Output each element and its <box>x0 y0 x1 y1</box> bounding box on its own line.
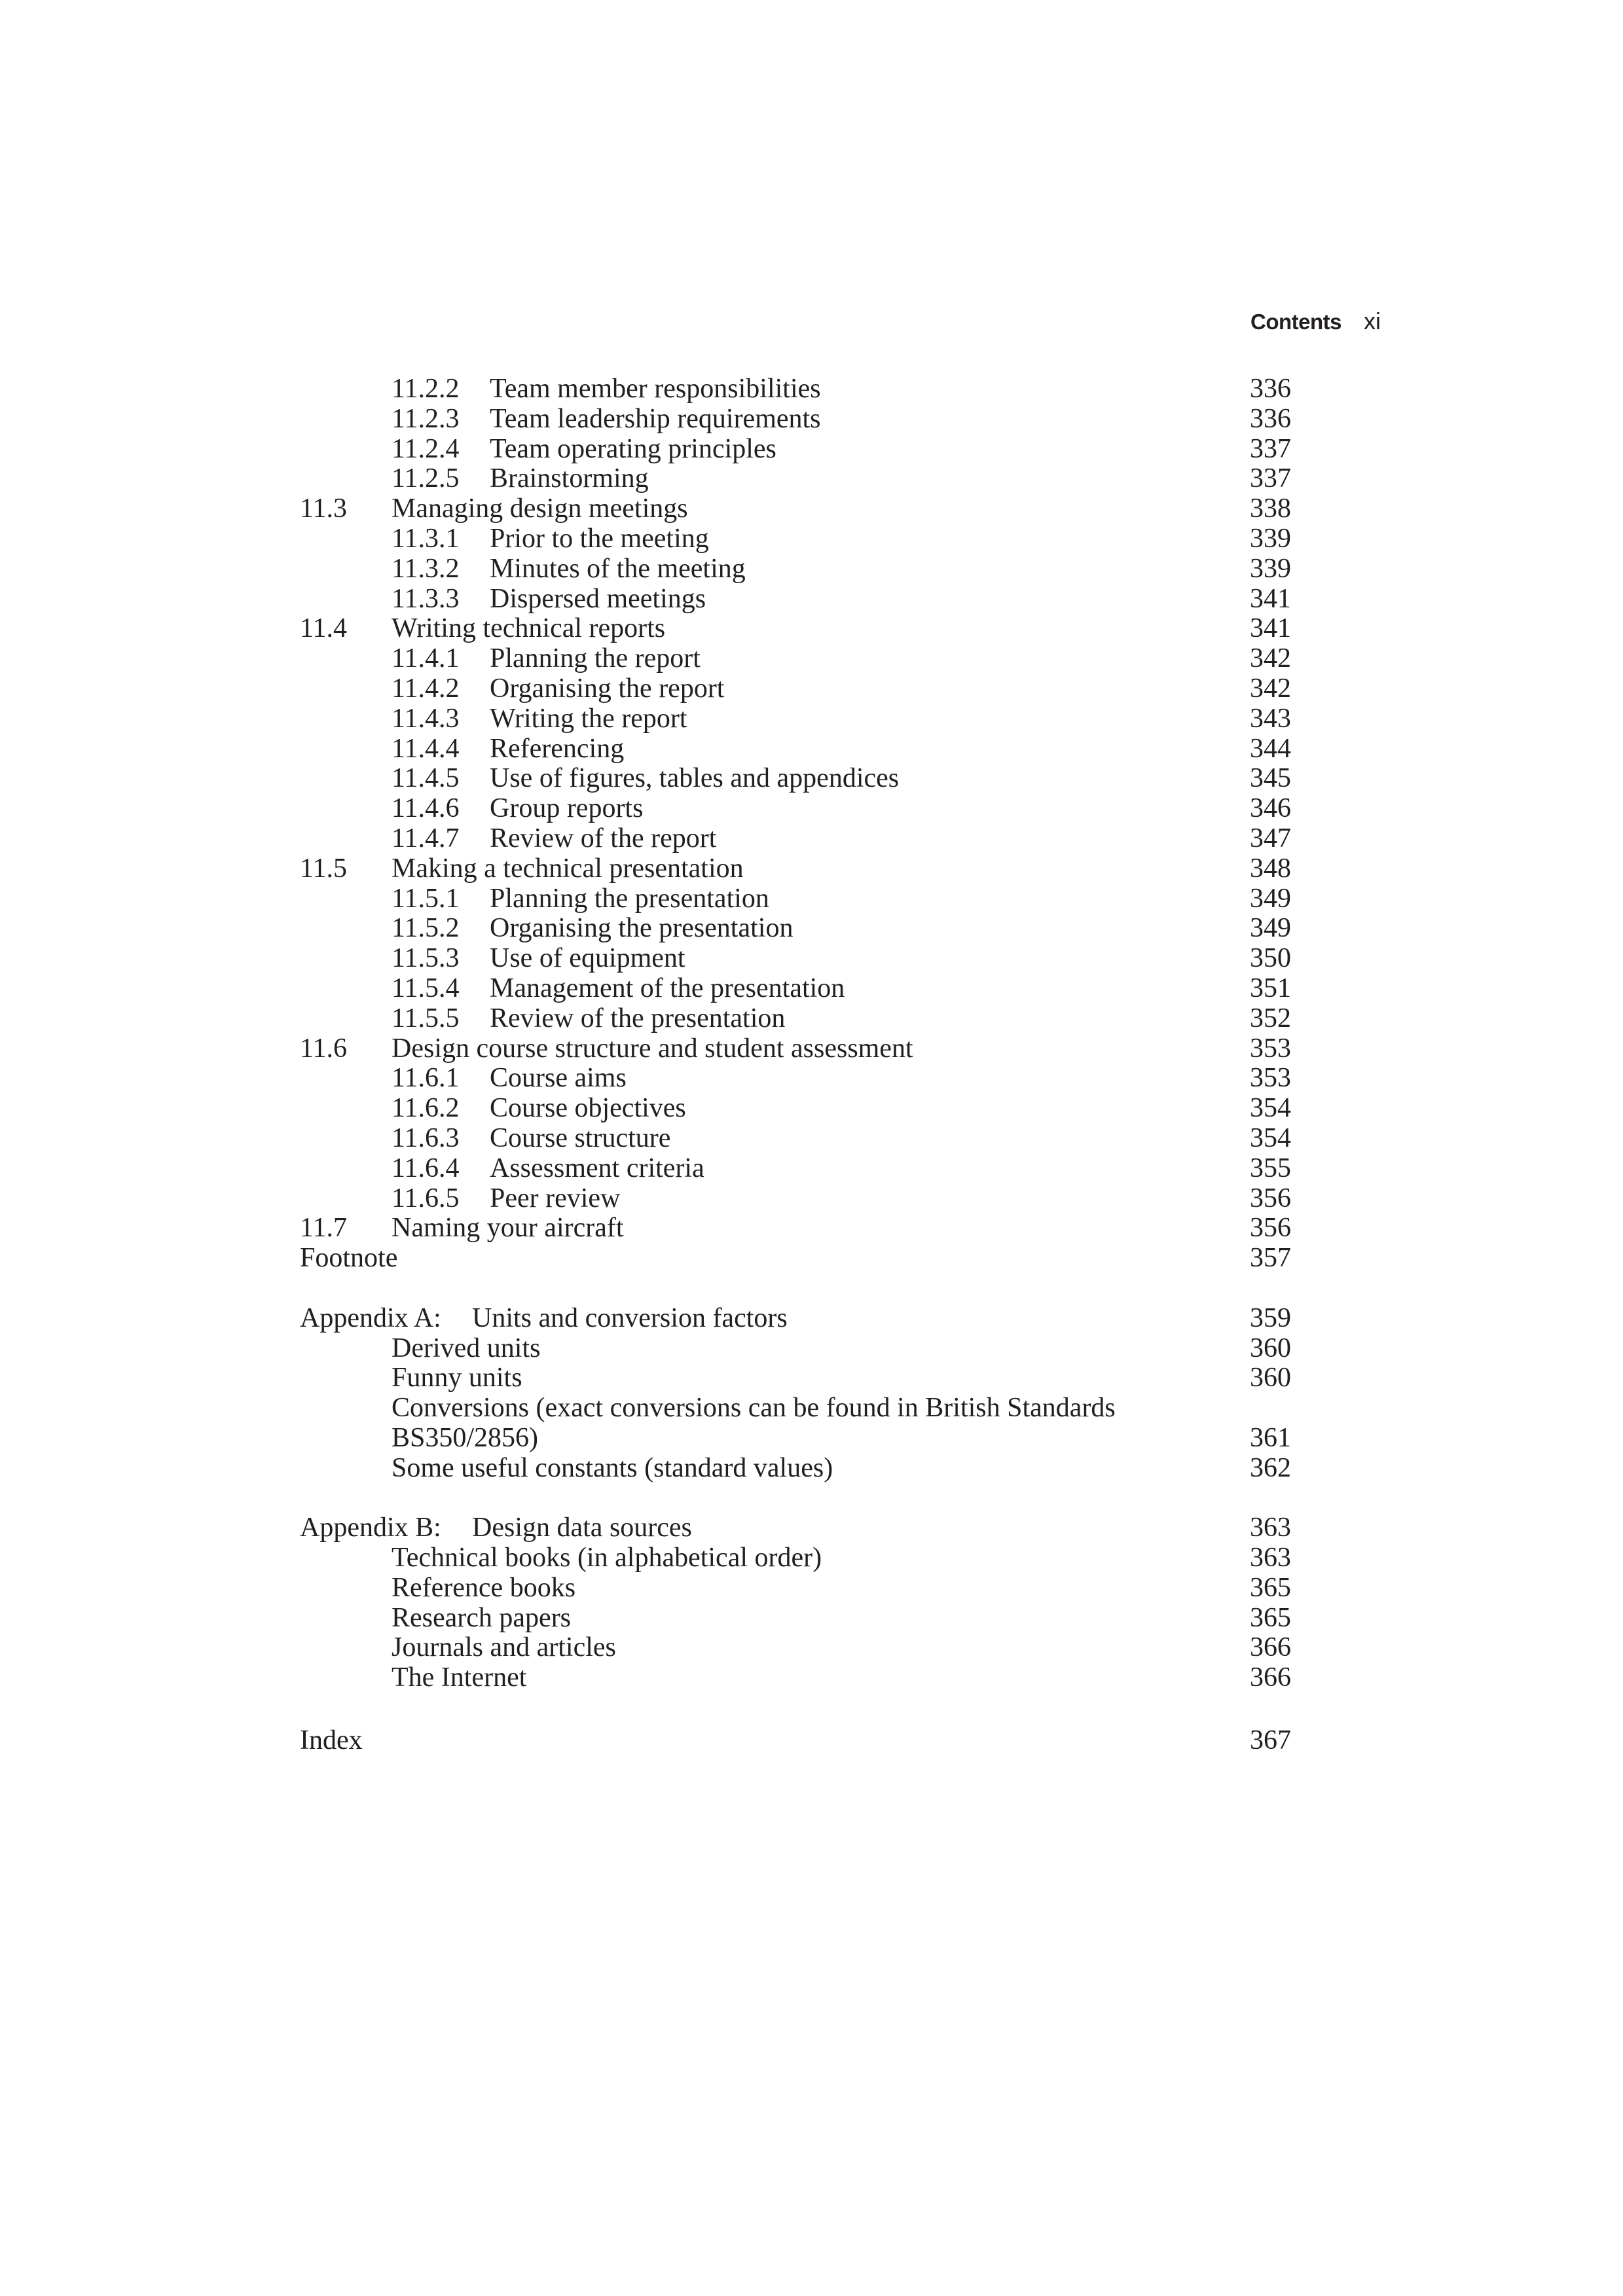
toc-entry-title: Organising the presentation <box>490 913 793 944</box>
toc-entry <box>300 914 1291 944</box>
toc-entry <box>300 1124 1291 1154</box>
toc-entry-page: 344 <box>1250 733 1291 764</box>
toc-entry-page: 365 <box>1250 1572 1291 1603</box>
toc-entry <box>300 1513 1291 1543</box>
toc-entry <box>300 554 1291 584</box>
toc-entry <box>300 1393 1291 1424</box>
toc-entry-title: Planning the presentation <box>490 883 769 914</box>
toc-entry <box>300 644 1291 674</box>
table-of-contents <box>300 374 1291 1756</box>
toc-entry-number: 11.7 <box>300 1213 347 1244</box>
toc-entry-title: Derived units <box>392 1333 541 1363</box>
toc-entry-title: Management of the presentation <box>490 973 845 1003</box>
toc-entry-page: 336 <box>1250 374 1291 404</box>
toc-entry-page: 366 <box>1250 1632 1291 1663</box>
toc-entry-page: 342 <box>1250 673 1291 704</box>
toc-entry-title: Design data sources <box>472 1513 692 1543</box>
toc-entry <box>300 1424 1291 1454</box>
toc-entry <box>300 1094 1291 1124</box>
toc-entry <box>300 944 1291 974</box>
toc-entry-title: Footnote <box>300 1243 398 1274</box>
toc-entry-title: Making a technical presentation <box>392 853 744 884</box>
toc-entry-number: 11.4.1 <box>392 643 460 674</box>
toc-entry <box>300 824 1291 854</box>
toc-entry <box>300 854 1291 884</box>
toc-section-index <box>300 1726 1291 1756</box>
toc-entry-title: Reference books <box>392 1572 576 1603</box>
toc-entry <box>300 1363 1291 1393</box>
toc-entry-number: 11.2.3 <box>392 403 460 434</box>
toc-entry-page: 349 <box>1250 883 1291 914</box>
toc-entry-page: 359 <box>1250 1302 1291 1333</box>
toc-entry-page: 353 <box>1250 1063 1291 1094</box>
toc-entry-title: Brainstorming <box>490 463 649 494</box>
toc-entry-title: Writing the report <box>490 703 687 734</box>
toc-entry <box>300 1184 1291 1214</box>
toc-entry-title: Conversions (exact conversions can be found in British Standards <box>392 1393 1116 1424</box>
toc-entry <box>300 764 1291 794</box>
toc-entry <box>300 374 1291 404</box>
toc-entry-title: Course aims <box>490 1063 627 1094</box>
toc-entry-number: 11.6.3 <box>392 1122 460 1153</box>
toc-entry-title: Managing design meetings <box>392 493 688 524</box>
toc-entry-number: 11.3.1 <box>392 523 460 554</box>
toc-entry-page: 336 <box>1250 403 1291 434</box>
toc-entry <box>300 404 1291 435</box>
toc-entry-number: 11.4.5 <box>392 763 460 794</box>
toc-entry-title: Course structure <box>490 1122 671 1153</box>
toc-entry <box>300 884 1291 914</box>
toc-entry-page: 357 <box>1250 1243 1291 1274</box>
toc-entry-number: 11.5.1 <box>392 883 460 914</box>
toc-entry <box>300 674 1291 704</box>
toc-entry-title: The Internet <box>392 1662 527 1693</box>
toc-section-appendix-b <box>300 1513 1291 1693</box>
toc-entry-title: Minutes of the meeting <box>490 553 746 584</box>
toc-entry <box>300 584 1291 615</box>
toc-entry-number: 11.2.4 <box>392 433 460 464</box>
toc-entry-title: Units and conversion factors <box>472 1302 788 1333</box>
toc-entry-page: 365 <box>1250 1602 1291 1633</box>
toc-entry-page: 346 <box>1250 793 1291 824</box>
toc-entry-page: 350 <box>1250 943 1291 974</box>
toc-entry <box>300 1726 1291 1756</box>
toc-entry-page: 353 <box>1250 1033 1291 1064</box>
toc-entry-number: 11.3.2 <box>392 553 460 584</box>
toc-entry-title: BS350/2856) <box>392 1422 539 1453</box>
toc-entry-number: Appendix A: <box>300 1302 441 1333</box>
toc-entry-title: Peer review <box>490 1183 621 1213</box>
toc-entry-title: Writing technical reports <box>392 613 666 644</box>
toc-entry-page: 360 <box>1250 1363 1291 1393</box>
header-page-number: xi <box>1364 308 1381 334</box>
toc-entry-page: 354 <box>1250 1093 1291 1124</box>
toc-entry <box>300 1334 1291 1364</box>
toc-section-chapter-11 <box>300 374 1291 1274</box>
toc-entry-number: 11.3 <box>300 493 347 524</box>
toc-entry-number: 11.4.7 <box>392 823 460 853</box>
toc-entry <box>300 704 1291 734</box>
toc-entry <box>300 614 1291 644</box>
toc-entry-page: 360 <box>1250 1333 1291 1363</box>
toc-entry <box>300 1604 1291 1634</box>
toc-entry-number: 11.4.2 <box>392 673 460 704</box>
toc-entry-page: 363 <box>1250 1543 1291 1573</box>
toc-entry-page: 366 <box>1250 1662 1291 1693</box>
toc-entry-page: 347 <box>1250 823 1291 853</box>
toc-entry-title: Journals and articles <box>392 1632 616 1663</box>
toc-entry <box>300 1034 1291 1064</box>
toc-entry-title: Team leadership requirements <box>490 403 821 434</box>
toc-entry-title: Referencing <box>490 733 625 764</box>
toc-entry-page: 354 <box>1250 1122 1291 1153</box>
toc-entry-number: 11.5 <box>300 853 347 884</box>
toc-entry-title: Design course structure and student assessment <box>392 1033 913 1064</box>
toc-entry-title: Review of the report <box>490 823 717 853</box>
toc-entry <box>300 1004 1291 1034</box>
toc-entry-title: Organising the report <box>490 673 725 704</box>
toc-entry <box>300 1573 1291 1604</box>
toc-entry-page: 338 <box>1250 493 1291 524</box>
toc-entry-page: 339 <box>1250 553 1291 584</box>
toc-entry-page: 363 <box>1250 1513 1291 1543</box>
toc-entry-page: 337 <box>1250 463 1291 494</box>
toc-entry-page: 341 <box>1250 613 1291 644</box>
toc-entry <box>300 1154 1291 1184</box>
toc-entry-page: 343 <box>1250 703 1291 734</box>
toc-entry-page: 356 <box>1250 1183 1291 1213</box>
toc-entry-number: 11.6.4 <box>392 1153 460 1183</box>
toc-entry <box>300 1213 1291 1244</box>
toc-entry-page: 345 <box>1250 763 1291 794</box>
toc-entry-page: 337 <box>1250 433 1291 464</box>
toc-entry-number: 11.3.3 <box>392 583 460 614</box>
toc-entry <box>300 494 1291 524</box>
toc-entry <box>300 1304 1291 1334</box>
toc-entry-title: Research papers <box>392 1602 572 1633</box>
toc-entry <box>300 1633 1291 1663</box>
header-label: Contents <box>1250 310 1341 334</box>
toc-entry-number: 11.2.2 <box>392 374 460 404</box>
toc-entry-page: 342 <box>1250 643 1291 674</box>
toc-entry-number: 11.6.1 <box>392 1063 460 1094</box>
toc-entry-title: Course objectives <box>490 1093 686 1124</box>
toc-entry-page: 361 <box>1250 1422 1291 1453</box>
toc-entry-number: 11.5.5 <box>392 1003 460 1033</box>
toc-entry-title: Index <box>300 1725 363 1756</box>
toc-entry-number: 11.5.4 <box>392 973 460 1003</box>
toc-entry <box>300 1064 1291 1094</box>
toc-entry-title: Naming your aircraft <box>392 1213 624 1244</box>
toc-entry <box>300 974 1291 1004</box>
toc-entry-number: 11.4.6 <box>392 793 460 824</box>
toc-entry-title: Technical books (in alphabetical order) <box>392 1543 822 1573</box>
toc-entry-number: 11.6 <box>300 1033 347 1064</box>
toc-entry-title: Some useful constants (standard values) <box>392 1452 833 1483</box>
toc-entry <box>300 794 1291 824</box>
toc-entry-title: Planning the report <box>490 643 701 674</box>
toc-entry-title: Team member responsibilities <box>490 374 821 404</box>
toc-entry-number: 11.2.5 <box>392 463 460 494</box>
toc-entry-page: 339 <box>1250 523 1291 554</box>
toc-entry-page: 341 <box>1250 583 1291 614</box>
toc-entry-number: 11.5.3 <box>392 943 460 974</box>
toc-entry-number: 11.4.3 <box>392 703 460 734</box>
toc-entry <box>300 464 1291 494</box>
toc-entry <box>300 1543 1291 1573</box>
toc-entry-page: 362 <box>1250 1452 1291 1483</box>
toc-entry-number: 11.6.5 <box>392 1183 460 1213</box>
toc-entry <box>300 1454 1291 1484</box>
toc-entry-title: Funny units <box>392 1363 522 1393</box>
toc-entry-number: 11.4.4 <box>392 733 460 764</box>
running-header <box>1250 308 1381 335</box>
toc-entry-title: Prior to the meeting <box>490 523 709 554</box>
toc-entry-page: 348 <box>1250 853 1291 884</box>
toc-section-appendix-a <box>300 1304 1291 1484</box>
toc-entry-title: Team operating principles <box>490 433 776 464</box>
toc-entry-number: 11.5.2 <box>392 913 460 944</box>
toc-entry-page: 355 <box>1250 1153 1291 1183</box>
toc-entry <box>300 734 1291 764</box>
toc-entry-number: Appendix B: <box>300 1513 441 1543</box>
toc-entry <box>300 435 1291 465</box>
toc-entry-title: Review of the presentation <box>490 1003 786 1033</box>
toc-entry-title: Use of equipment <box>490 943 685 974</box>
toc-entry <box>300 1663 1291 1693</box>
toc-entry-page: 356 <box>1250 1213 1291 1244</box>
toc-entry <box>300 524 1291 554</box>
toc-entry-title: Assessment criteria <box>490 1153 704 1183</box>
toc-entry-page: 349 <box>1250 913 1291 944</box>
toc-entry <box>300 1244 1291 1274</box>
toc-entry-number: 11.4 <box>300 613 347 644</box>
toc-entry-title: Group reports <box>490 793 644 824</box>
toc-entry-page: 351 <box>1250 973 1291 1003</box>
toc-entry-title: Use of figures, tables and appendices <box>490 763 900 794</box>
toc-entry-number: 11.6.2 <box>392 1093 460 1124</box>
toc-entry-page: 367 <box>1250 1725 1291 1756</box>
toc-entry-page: 352 <box>1250 1003 1291 1033</box>
toc-entry-title: Dispersed meetings <box>490 583 706 614</box>
